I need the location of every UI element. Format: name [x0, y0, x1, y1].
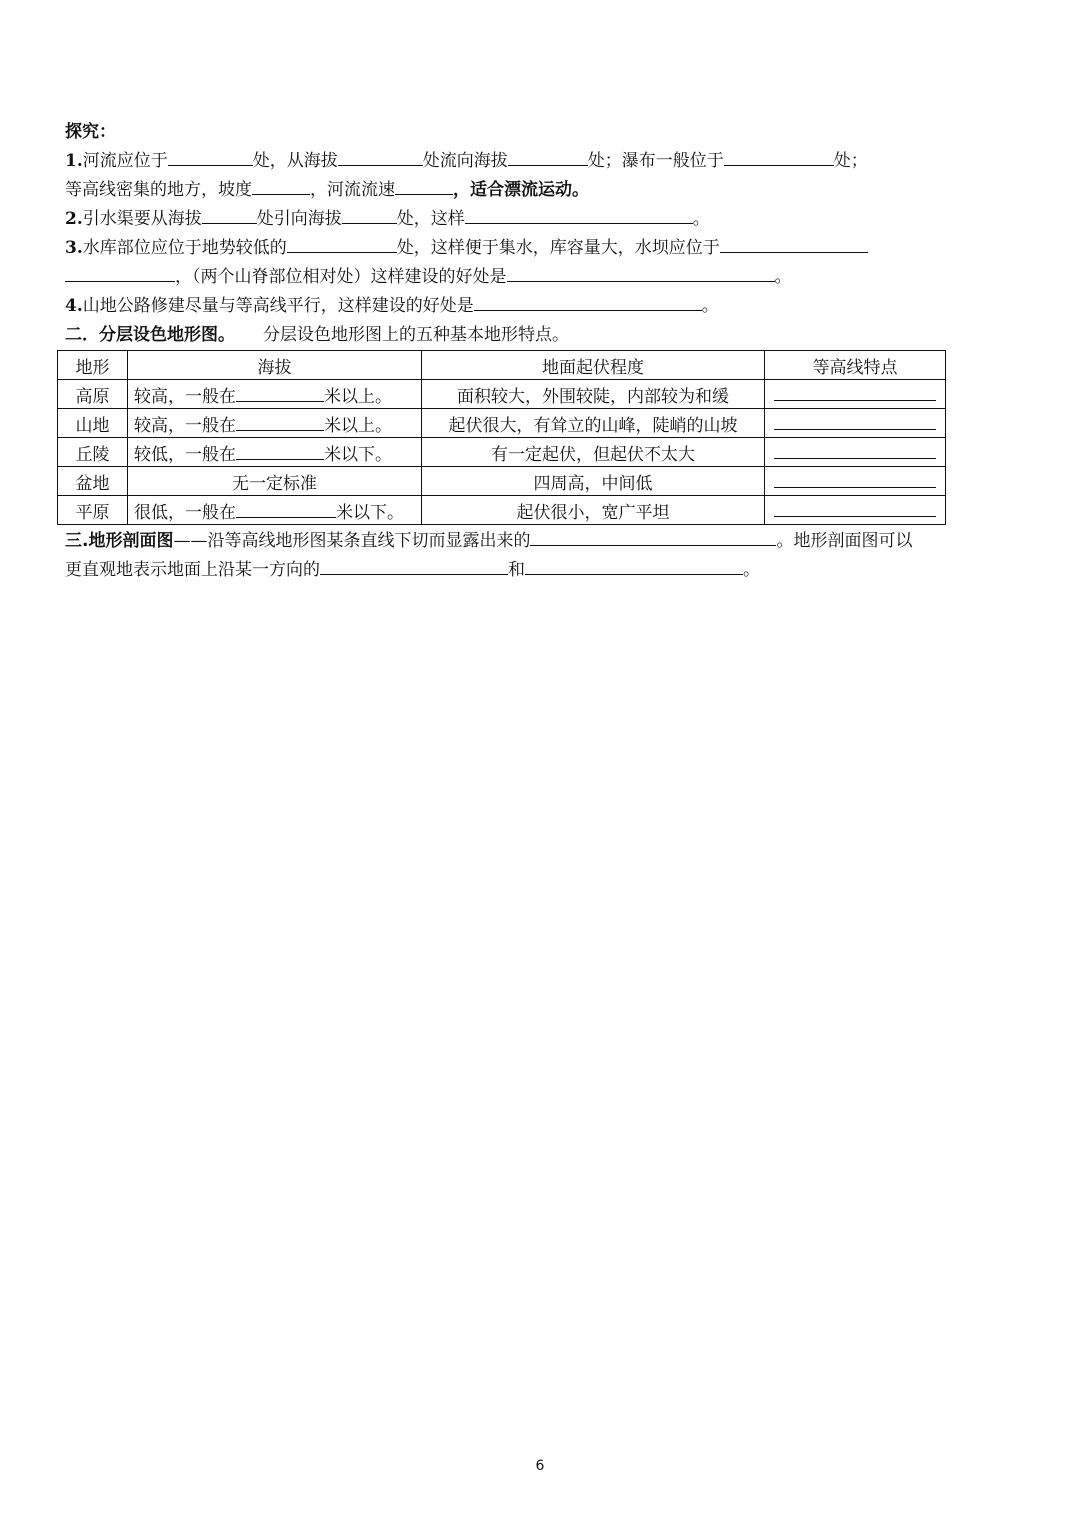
- section-3-line-2: [65, 556, 965, 585]
- table-row: [58, 409, 946, 438]
- text: 等高线密集的地方，坡度: [65, 180, 252, 200]
- question-number: 4.: [65, 296, 83, 316]
- header-relief: 地面起伏程度: [422, 351, 765, 380]
- table-row: [58, 496, 946, 525]
- text: 较高，一般在: [134, 415, 236, 436]
- answer-blank[interactable]: [720, 234, 868, 253]
- text: 处，这样: [396, 209, 465, 229]
- answer-blank[interactable]: [774, 440, 936, 459]
- answer-blank[interactable]: [724, 147, 834, 166]
- text: 处；瀑布一般位于: [587, 151, 724, 171]
- header-altitude: 海拔: [128, 351, 422, 380]
- answer-blank[interactable]: [236, 383, 324, 402]
- answer-blank[interactable]: [202, 205, 257, 224]
- relief-cell: 四周高，中间低: [422, 467, 765, 496]
- landform-name: 平原: [58, 496, 128, 525]
- header-contour: 等高线特点: [765, 351, 946, 380]
- answer-blank[interactable]: [168, 147, 253, 166]
- text: ，河流流速: [310, 180, 395, 200]
- text: 米以上。: [324, 386, 392, 407]
- landform-name: 高原: [58, 380, 128, 409]
- text: 处，从海拔: [252, 151, 338, 171]
- text: 河流应位于: [82, 151, 168, 171]
- table-header-row: [58, 351, 946, 380]
- question-number: 3.: [65, 238, 83, 258]
- answer-blank[interactable]: [465, 205, 693, 224]
- text: 引水渠要从海拔: [82, 209, 202, 229]
- text: 山地公路修建尽量与等高线平行，这样建设的好处是: [82, 296, 474, 316]
- altitude-cell: [128, 438, 422, 467]
- text: 处引向海拔: [256, 209, 342, 229]
- contour-cell: [765, 380, 946, 409]
- text: 很低，一般在: [134, 502, 236, 523]
- relief-cell: 有一定起伏，但起伏不太大: [422, 438, 765, 467]
- text: ，适合漂流运动。: [453, 180, 589, 200]
- answer-blank[interactable]: [342, 205, 397, 224]
- question-4: [65, 292, 965, 321]
- landform-name: 山地: [58, 409, 128, 438]
- altitude-cell: 无一定标准: [128, 467, 422, 496]
- contour-cell: [765, 409, 946, 438]
- text: ——沿等高线地形图某条直线下切而显露出来的: [173, 531, 531, 551]
- answer-blank[interactable]: [774, 469, 936, 488]
- answer-blank[interactable]: [395, 176, 453, 195]
- question-1-line-2: [65, 176, 965, 205]
- text: 处流向海拔: [422, 151, 508, 171]
- table-row: [58, 467, 946, 496]
- answer-blank[interactable]: [338, 147, 423, 166]
- relief-cell: 起伏很大，有耸立的山峰，陡峭的山坡: [422, 409, 765, 438]
- text: 处，这样便于集水，库容量大，水坝应位于: [396, 238, 720, 258]
- answer-blank[interactable]: [236, 441, 324, 460]
- altitude-cell: [128, 496, 422, 525]
- answer-blank[interactable]: [530, 527, 776, 546]
- worksheet: [65, 118, 965, 585]
- landform-name: 盆地: [58, 467, 128, 496]
- text: 。: [743, 560, 760, 580]
- text: 。: [692, 209, 710, 229]
- text: 。: [701, 296, 719, 316]
- text: 更直观地表示地面上沿某一方向的: [65, 560, 320, 580]
- table-row: [58, 438, 946, 467]
- answer-blank[interactable]: [774, 382, 936, 401]
- answer-blank[interactable]: [774, 411, 936, 430]
- contour-cell: [765, 467, 946, 496]
- answer-blank[interactable]: [287, 234, 397, 253]
- question-1-line-1: [65, 147, 965, 176]
- question-2: [65, 205, 965, 234]
- answer-blank[interactable]: [525, 556, 743, 575]
- answer-blank[interactable]: [236, 412, 324, 431]
- altitude-cell: [128, 409, 422, 438]
- page-number: 6: [535, 1458, 545, 1474]
- relief-cell: 起伏很小，宽广平坦: [422, 496, 765, 525]
- answer-blank[interactable]: [65, 263, 175, 282]
- explore-heading: 探究：: [65, 122, 116, 142]
- text: 米以下。: [336, 502, 404, 523]
- answer-blank[interactable]: [236, 499, 336, 518]
- text: 水库部位应位于地势较低的: [82, 238, 287, 258]
- text: 。地形剖面图可以: [776, 531, 913, 551]
- question-number: 2.: [65, 209, 83, 229]
- landform-name: 丘陵: [58, 438, 128, 467]
- answer-blank[interactable]: [320, 556, 508, 575]
- contour-cell: [765, 438, 946, 467]
- landform-table: [57, 350, 946, 525]
- section-3-line-1: [65, 527, 965, 556]
- contour-cell: [765, 496, 946, 525]
- question-3-line-1: [65, 234, 965, 263]
- text: 较低，一般在: [134, 444, 236, 465]
- answer-blank[interactable]: [252, 176, 310, 195]
- section-title: 二．分层设色地形图。: [65, 325, 235, 345]
- header-landform: 地形: [58, 351, 128, 380]
- section-subtitle: 分层设色地形图上的五种基本地形特点。: [263, 325, 569, 345]
- answer-blank[interactable]: [508, 147, 588, 166]
- section-2-heading: [65, 321, 965, 350]
- text: 较高，一般在: [134, 386, 236, 407]
- question-number: 1.: [65, 151, 83, 171]
- question-3-line-2: [65, 263, 965, 292]
- altitude-cell: [128, 380, 422, 409]
- text: 。: [774, 267, 792, 287]
- text: 米以下。: [324, 444, 392, 465]
- answer-blank[interactable]: [774, 498, 936, 517]
- text: 米以上。: [324, 415, 392, 436]
- table-row: [58, 380, 946, 409]
- section-title: 三.地形剖面图: [65, 531, 174, 551]
- answer-blank[interactable]: [507, 263, 775, 282]
- text: 和: [508, 560, 525, 580]
- text: ，（两个山脊部位相对处）这样建设的好处是: [175, 267, 507, 287]
- text: 处；: [833, 151, 868, 171]
- relief-cell: 面积较大，外围较陡，内部较为和缓: [422, 380, 765, 409]
- answer-blank[interactable]: [474, 292, 702, 311]
